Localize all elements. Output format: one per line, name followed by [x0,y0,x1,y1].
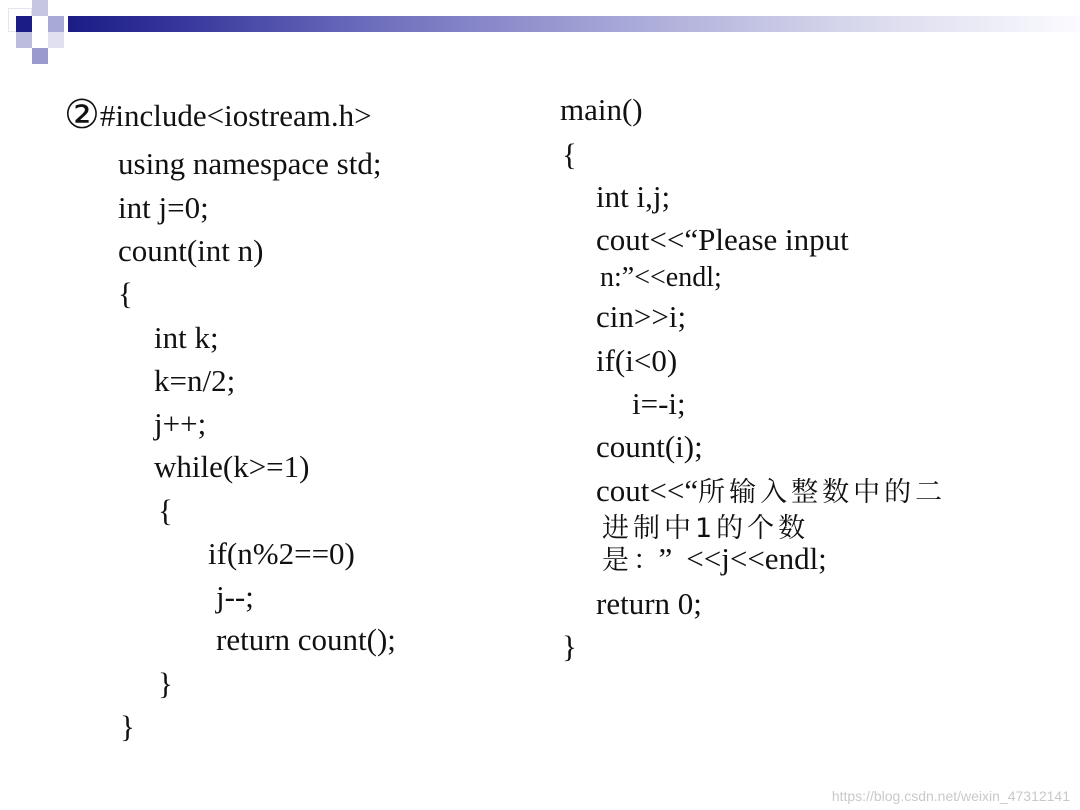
code-line: i=-i; [632,386,686,421]
code-line: j++; [154,406,207,441]
code-line-cjk-text: 是： [602,545,651,576]
code-line-text: cout<<“ [596,473,699,508]
code-line: while(k>=1) [154,449,310,484]
code-line: { [118,276,133,311]
code-line: } [120,709,135,744]
code-line: int i,j; [596,179,671,214]
code-line: count(int n) [118,233,264,268]
code-line: if(i<0) [596,343,678,378]
code-line: cin>>i; [596,299,687,334]
header-square [32,48,48,64]
code-line: cout<<“Please input [596,222,849,257]
code-line: if(n%2==0) [208,536,355,571]
code-line: j--; [216,579,254,614]
code-line: { [562,137,577,172]
header-square [32,0,48,16]
code-line: 进制中1的个数 [602,513,810,544]
code-line-text: #include<iostream.h> [99,98,372,133]
code-line: using namespace std; [118,146,382,181]
header-square [16,32,32,48]
header-gradient-bar [68,16,1080,32]
code-line: return count(); [216,622,396,657]
code-line-cjk-text: 所输入整数中的二 [698,477,947,508]
code-line: } [158,666,173,701]
code-line: n:”<<endl; [600,262,722,293]
code-line: int k; [154,320,219,355]
code-line: int j=0; [118,190,209,225]
code-line: { [158,493,173,528]
code-line-text: <<j<<endl; [686,541,827,576]
header-square [48,16,64,32]
code-line: return 0; [596,586,702,621]
circled-number-marker: ② [64,92,100,138]
code-line [64,92,372,137]
header-square [48,32,64,48]
watermark-url: https://blog.csdn.net/weixin_47312141 [831,788,1070,804]
header-square [16,16,32,32]
code-line: main() [560,92,643,127]
code-line: } [562,629,577,664]
code-line-text: ” [658,541,673,576]
code-line [602,537,827,582]
code-line: count(i); [596,429,703,464]
slide-header-decoration [0,0,1080,70]
code-line: k=n/2; [154,363,236,398]
